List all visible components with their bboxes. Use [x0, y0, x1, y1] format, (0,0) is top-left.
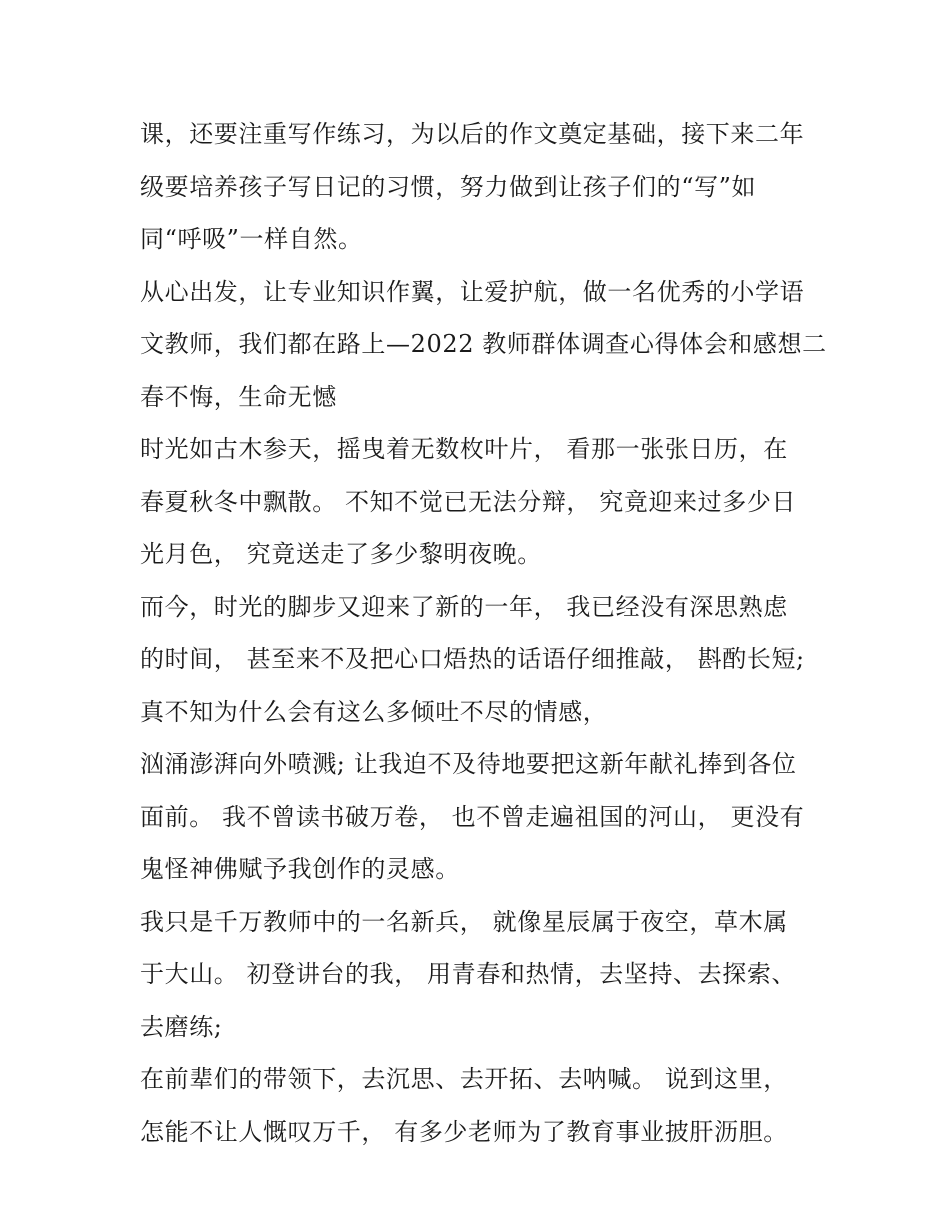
- text-line: 去磨练;: [140, 1012, 223, 1041]
- text-line: 汹涌澎湃向外喷溅; 让我迫不及待地要把这新年献礼捧到各位: [140, 750, 797, 778]
- text-line: 鬼怪神佛赋予我创作的灵感。: [140, 855, 460, 883]
- text-line: 在前辈们的带领下，去沉思、去开拓、去呐喊。 说到这里，: [140, 1065, 788, 1093]
- text-line: 我只是千万教师中的一名新兵， 就像星辰属于夜空，草木属: [140, 907, 788, 936]
- text-line: 级要培养孩子写日记的习惯，努力做到让孩子们的“写”如: [140, 172, 757, 201]
- text-line: 从心出发，让专业知识作翼，让爱护航，做一名优秀的小学语: [140, 277, 805, 306]
- text-line: 春不悔，生命无憾: [140, 382, 337, 411]
- text-line: 同“呼吸”一样自然。: [140, 225, 363, 253]
- text-line: 课，还要注重写作练习，为以后的作文奠定基础，接下来二年: [140, 120, 805, 148]
- text-line: 光月色， 究竟送走了多少黎明夜晚。: [140, 540, 542, 568]
- text-line: 的时间， 甚至来不及把心口焐热的话语仔细推敲， 斟酌长短;: [140, 645, 805, 673]
- text-line: 时光如古木参天，摇曳着无数枚叶片， 看那一张张日历，在: [140, 435, 788, 463]
- text-line: 春夏秋冬中飘散。 不知不觉已无法分辩， 究竟迎来过多少日: [140, 487, 797, 516]
- text-line: 于大山。 初登讲台的我， 用青春和热情，去坚持、去探索、: [140, 960, 797, 988]
- text-line: 怎能不让人慨叹万千， 有多少老师为了教育事业披肝沥胆。: [140, 1117, 788, 1146]
- text-line: 而今，时光的脚步又迎来了新的一年， 我已经没有深思熟虑: [140, 592, 788, 621]
- document-body: [140, 108, 830, 1158]
- text-line: 真不知为什么会有这么多倾吐不尽的情感，: [140, 697, 608, 726]
- text-line: 面前。 我不曾读书破万卷， 也不曾走遍祖国的河山， 更没有: [140, 802, 805, 831]
- text-line: 文教师，我们都在路上—2022 教师群体调查心得体会和感想二: [140, 330, 827, 358]
